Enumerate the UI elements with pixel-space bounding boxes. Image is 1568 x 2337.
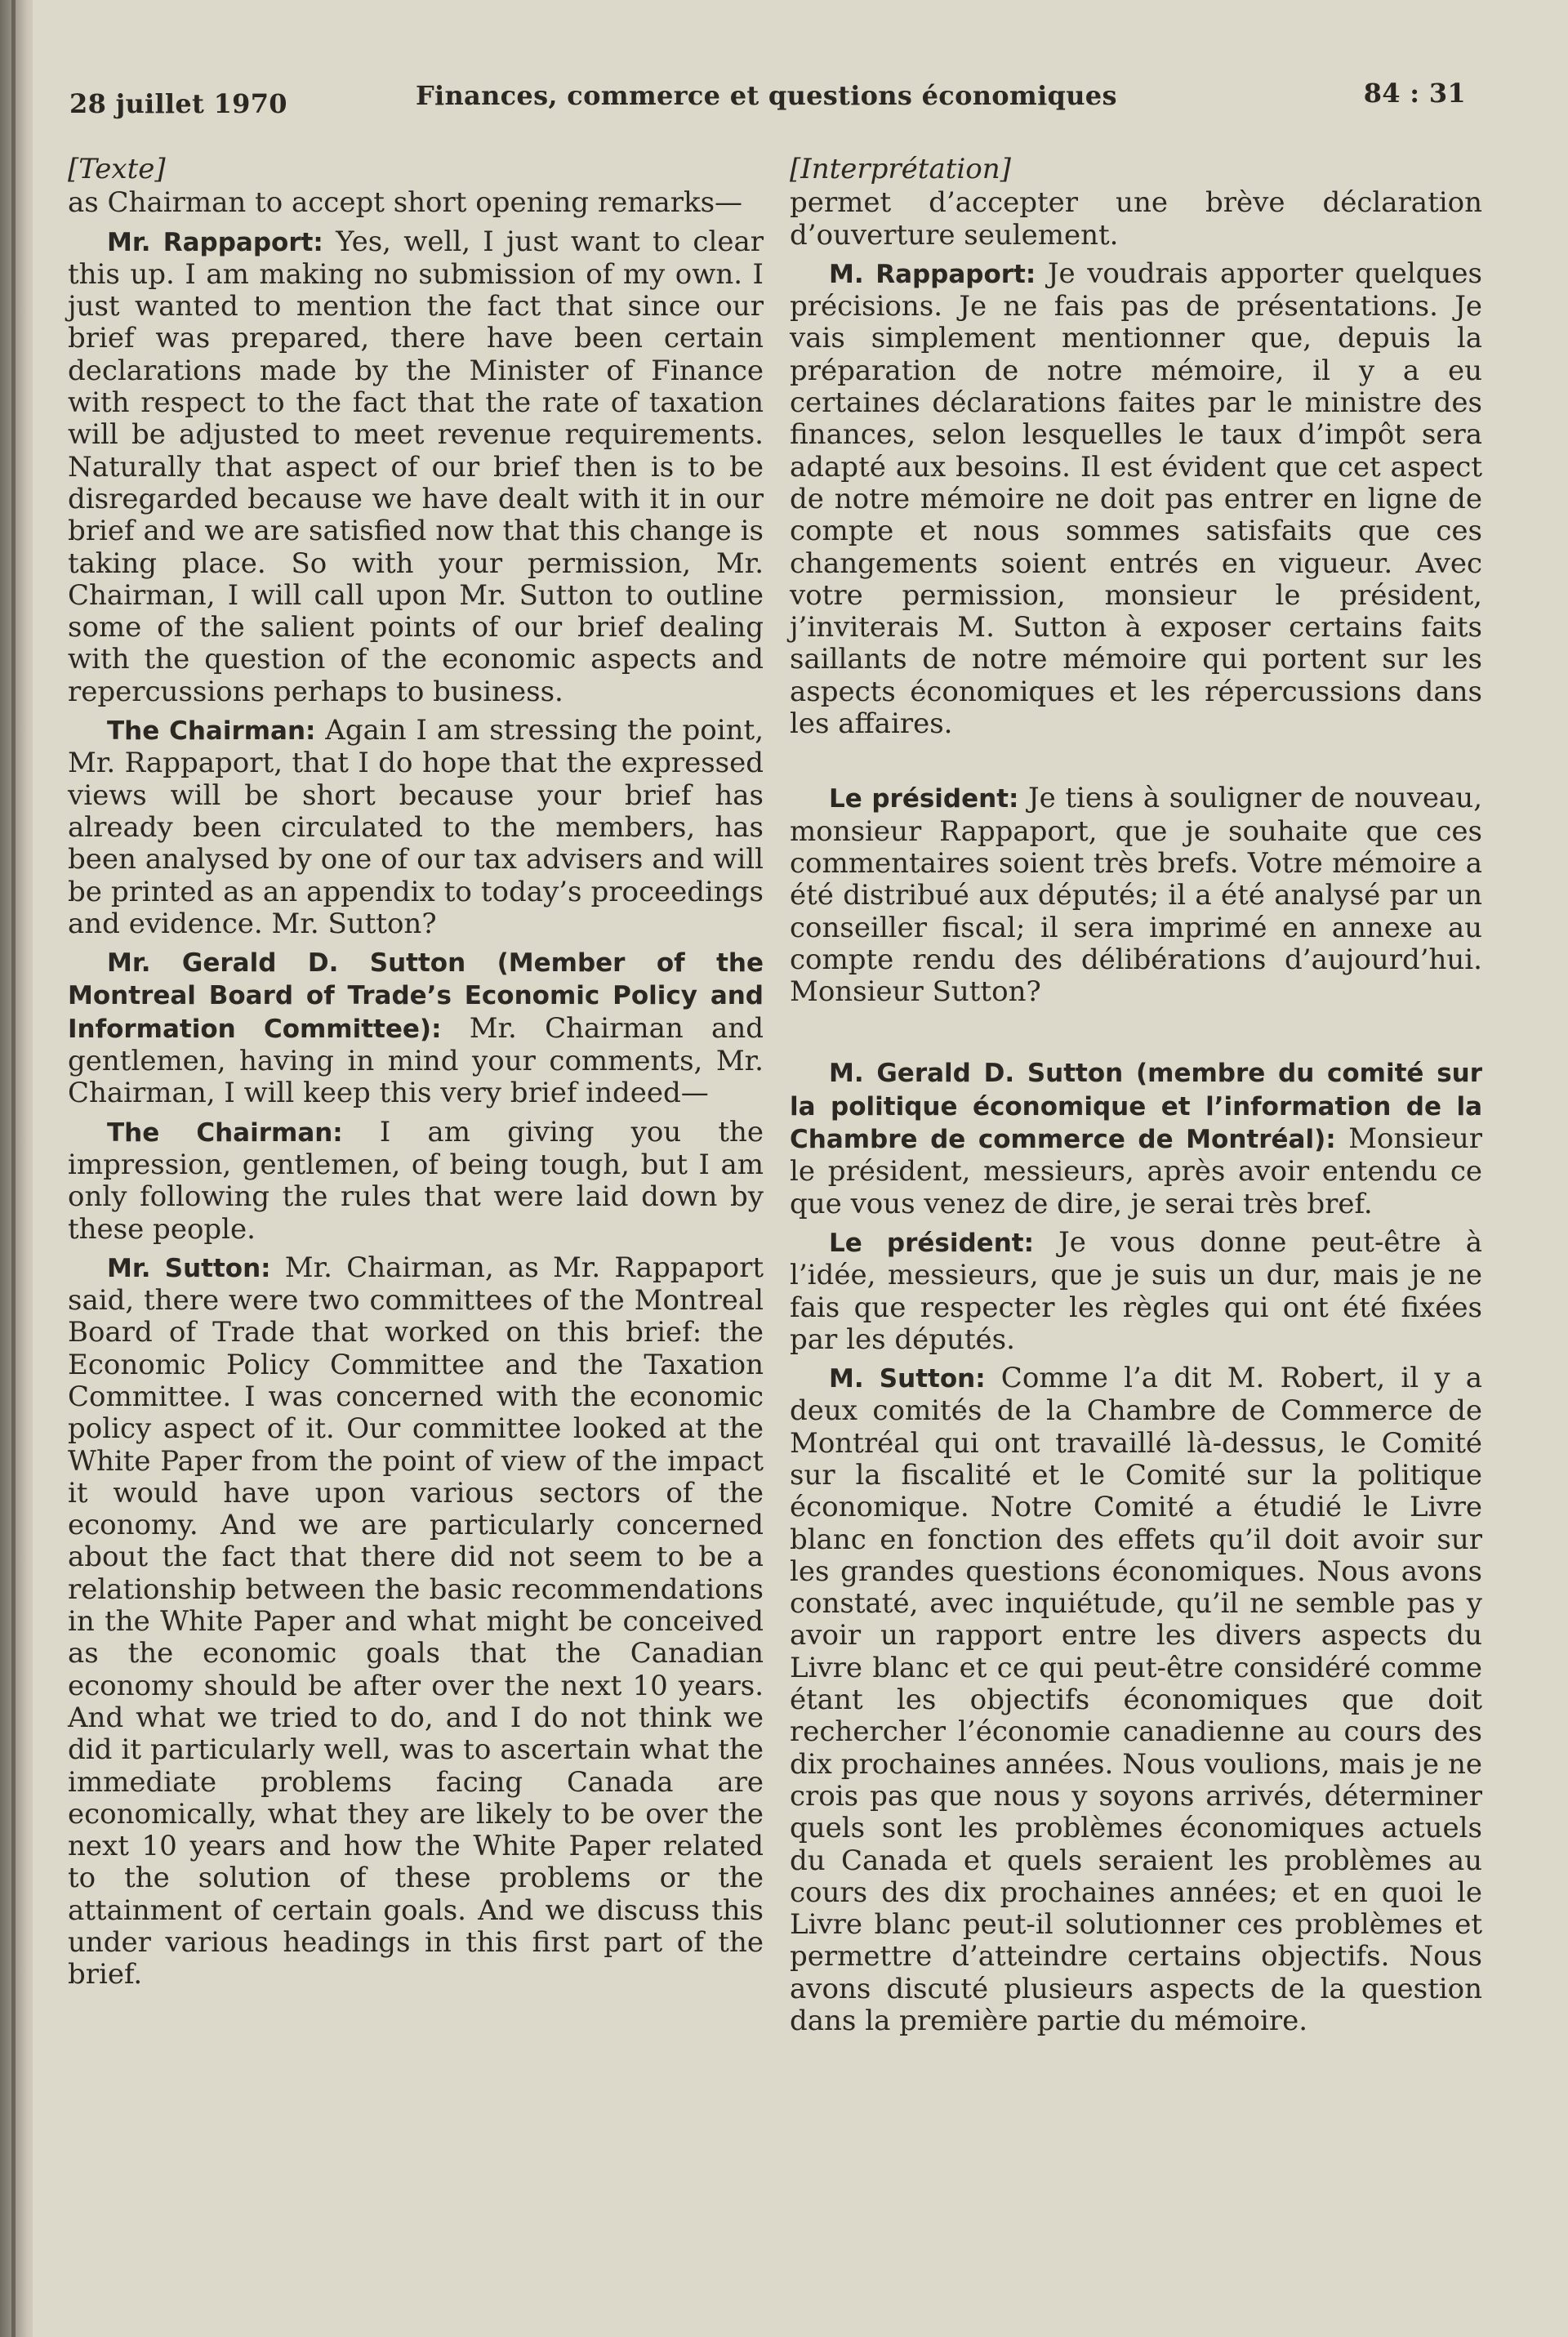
running-header (69, 80, 1466, 129)
english-column (68, 154, 764, 1991)
paragraph-text: as Chairman to accept short opening remarks— (68, 186, 743, 220)
paragraph-sutton-intro (790, 1057, 1482, 1220)
speaker-name: The Chairman: (107, 716, 316, 747)
speaker-name: The Chairman: (107, 1117, 343, 1148)
paragraph-chairman (68, 715, 764, 940)
paragraph-text: Again I am stressing the point, Mr. Rappaport, that I do hope that the expressed views will be short because your brief has already been circulated to the members, has been analysed by one of our tax advisers and will be printed as an appendix to today’s proceedings and evidence. Mr. Sutton? (68, 714, 764, 940)
paragraph-rappaport (68, 226, 764, 708)
paragraph-president (790, 783, 1482, 1008)
paragraph-rappaport (790, 258, 1482, 740)
binding-edge (11, 0, 16, 2337)
paragraph-text: Je vous donne peut-être à l’idée, messieurs, que je suis un dur, mais je ne fais que respecter les règles qui ont été fixées par les députés. (790, 1225, 1483, 1356)
paragraph-text: Comme l’a dit M. Robert, il y a deux comités de la Chambre de Commerce de Montréal qui ont travaillé là-dessus, le Comité sur la fiscalité et le Comité sur la politique économique. Notre Comité a étudié le Livre blanc en fonction des effets qu’il doit avoir sur les grandes questions économiques. Nous avons constaté, avec inquiétude, qu’il ne semble pas y avoir un rapport entre les divers aspects du Livre blanc et ce qui peut-être considéré comme étant les objectifs économiques que doit rechercher l’économie canadienne au cours des dix prochaines années. Nous voulions, mais je ne crois pas que nous y soyons arrivés, déterminer quels sont les problèmes économiques actuels du Canada et quels seraient les problèmes au cours des dix prochaines années; et en quoi le Livre blanc peut-il solutionner ces problèmes et permettre d’atteindre certains objectifs. Nous avons discuté plusieurs aspects de la question dans la première partie du mémoire. (790, 1362, 1483, 2038)
interpretation-marker: [Interprétation] (790, 153, 1011, 185)
paragraph-text: Je tiens à souligner de nouveau, monsieur Rappaport, que je souhaite que ces commentaires soient très brefs. Votre mémoire a été distribué aux députés; il a été analysé par un conseiller fiscal; il sera imprimé en annexe au compte rendu des délibérations d’aujourd’hui. Monsieur Sutton? (790, 782, 1482, 1009)
paragraph-text: Monsieur le président, messieurs, après avoir entendu ce que vous venez de dire, je serai très bref. (790, 1122, 1483, 1220)
speaker-name: M. Rappaport: (829, 259, 1036, 289)
paragraph-sutton (68, 1252, 764, 1991)
speaker-name: Le président: (829, 1228, 1034, 1258)
paragraph-continuation (68, 187, 764, 219)
paragraph-text: Je voudrais apporter quelques précisions. Je ne fais pas de présentations. Je vais simplement mentionner que, depuis la préparation de notre mémoire, il y a eu certaines déclarations faites par le ministre des finances, selon lesquelles le taux d’impôt sera adapté aux besoins. Il est évident que cet aspect de notre mémoire ne doit pas entrer en ligne de compte et nous sommes satisfaits que ces changements soient entrés en vigueur. Avec votre permission, monsieur le président, j’inviterais M. Sutton à exposer certains faits saillants de notre mémoire qui portent sur les aspects économiques et les répercussions dans les affaires. (790, 256, 1482, 741)
french-column (790, 154, 1482, 2037)
paragraph-text: I am giving you the impression, gentlemen, of being tough, but I am only following the rules that were laid down by these people. (68, 1115, 764, 1246)
paragraph-text: Yes, well, I just want to clear this up. I am making no submission of my own. I just wanted to mention the fact that since our brief was prepared, there have been certain declarations made by the Minister of Finance with respect to the fact that the rate of taxation will be adjusted to meet revenue requirements. Naturally that aspect of our brief then is to be disregarded because we have dealt with it in our brief and we are satisfied now that this change is taking place. So with your permission, Mr. Chairman, I will call upon Mr. Sutton to outline some of the salient points of our brief dealing with the question of the economic aspects and repercussions perhaps to business. (68, 225, 764, 708)
paragraph-text: Mr. Chairman, as Mr. Rappaport said, there were two committees of the Montreal Board of Trade that worked on this brief: the Economic Policy Committee and the Taxation Committee. I was concerned with the economic policy aspect of it. Our committee looked at the White Paper from the point of view of the impact it would have upon various sectors of the economy. And we are particularly concerned about the fact that there did not seem to be a relationship between the basic recommendations in the White Paper and what might be conceived as the economic goals that the Canadian economy should be after over the next 10 years. And what we tried to do, and I do not think we did it particularly well, was to ascertain what the immediate problems facing Canada are economically, what they are likely to be over the next 10 years and how the White Paper related to the solution of these problems or the attainment of certain goals. And we discuss this under various headings in this first part of the brief. (68, 1251, 764, 1991)
document-page (33, 0, 1568, 2337)
speaker-name: Mr. Sutton: (107, 1253, 271, 1283)
paragraph-chairman-2 (68, 1117, 764, 1246)
speaker-name: M. Gerald D. Sutton (membre du comité sur la politique économique et l’information de la Chambre de commerce de Montréal): (790, 1059, 1482, 1155)
paragraph-sutton (790, 1363, 1482, 2037)
paragraph-president-2 (790, 1227, 1482, 1356)
speaker-name: M. Sutton: (829, 1364, 986, 1394)
header-title: Finances, commerce et questions économiques (416, 80, 1117, 111)
header-date: 28 juillet 1970 (69, 88, 287, 119)
text-marker: [Texte] (68, 153, 166, 185)
speaker-name: Mr. Rappaport: (107, 227, 323, 257)
speaker-name: Le président: (829, 784, 1019, 814)
header-page-number: 84 : 31 (1363, 78, 1466, 109)
speaker-name: Mr. Gerald D. Sutton (Member of the Montreal Board of Trade’s Economic Policy and Information Committee): (68, 948, 764, 1044)
paragraph-sutton-intro (68, 947, 764, 1109)
paragraph-text: permet d’accepter une brève déclaration d’ouverture seulement. (790, 186, 1482, 252)
paragraph-text: Mr. Chairman and gentlemen, having in mind your comments, Mr. Chairman, I will keep this very brief indeed— (68, 1011, 764, 1110)
paragraph-continuation (790, 187, 1482, 252)
